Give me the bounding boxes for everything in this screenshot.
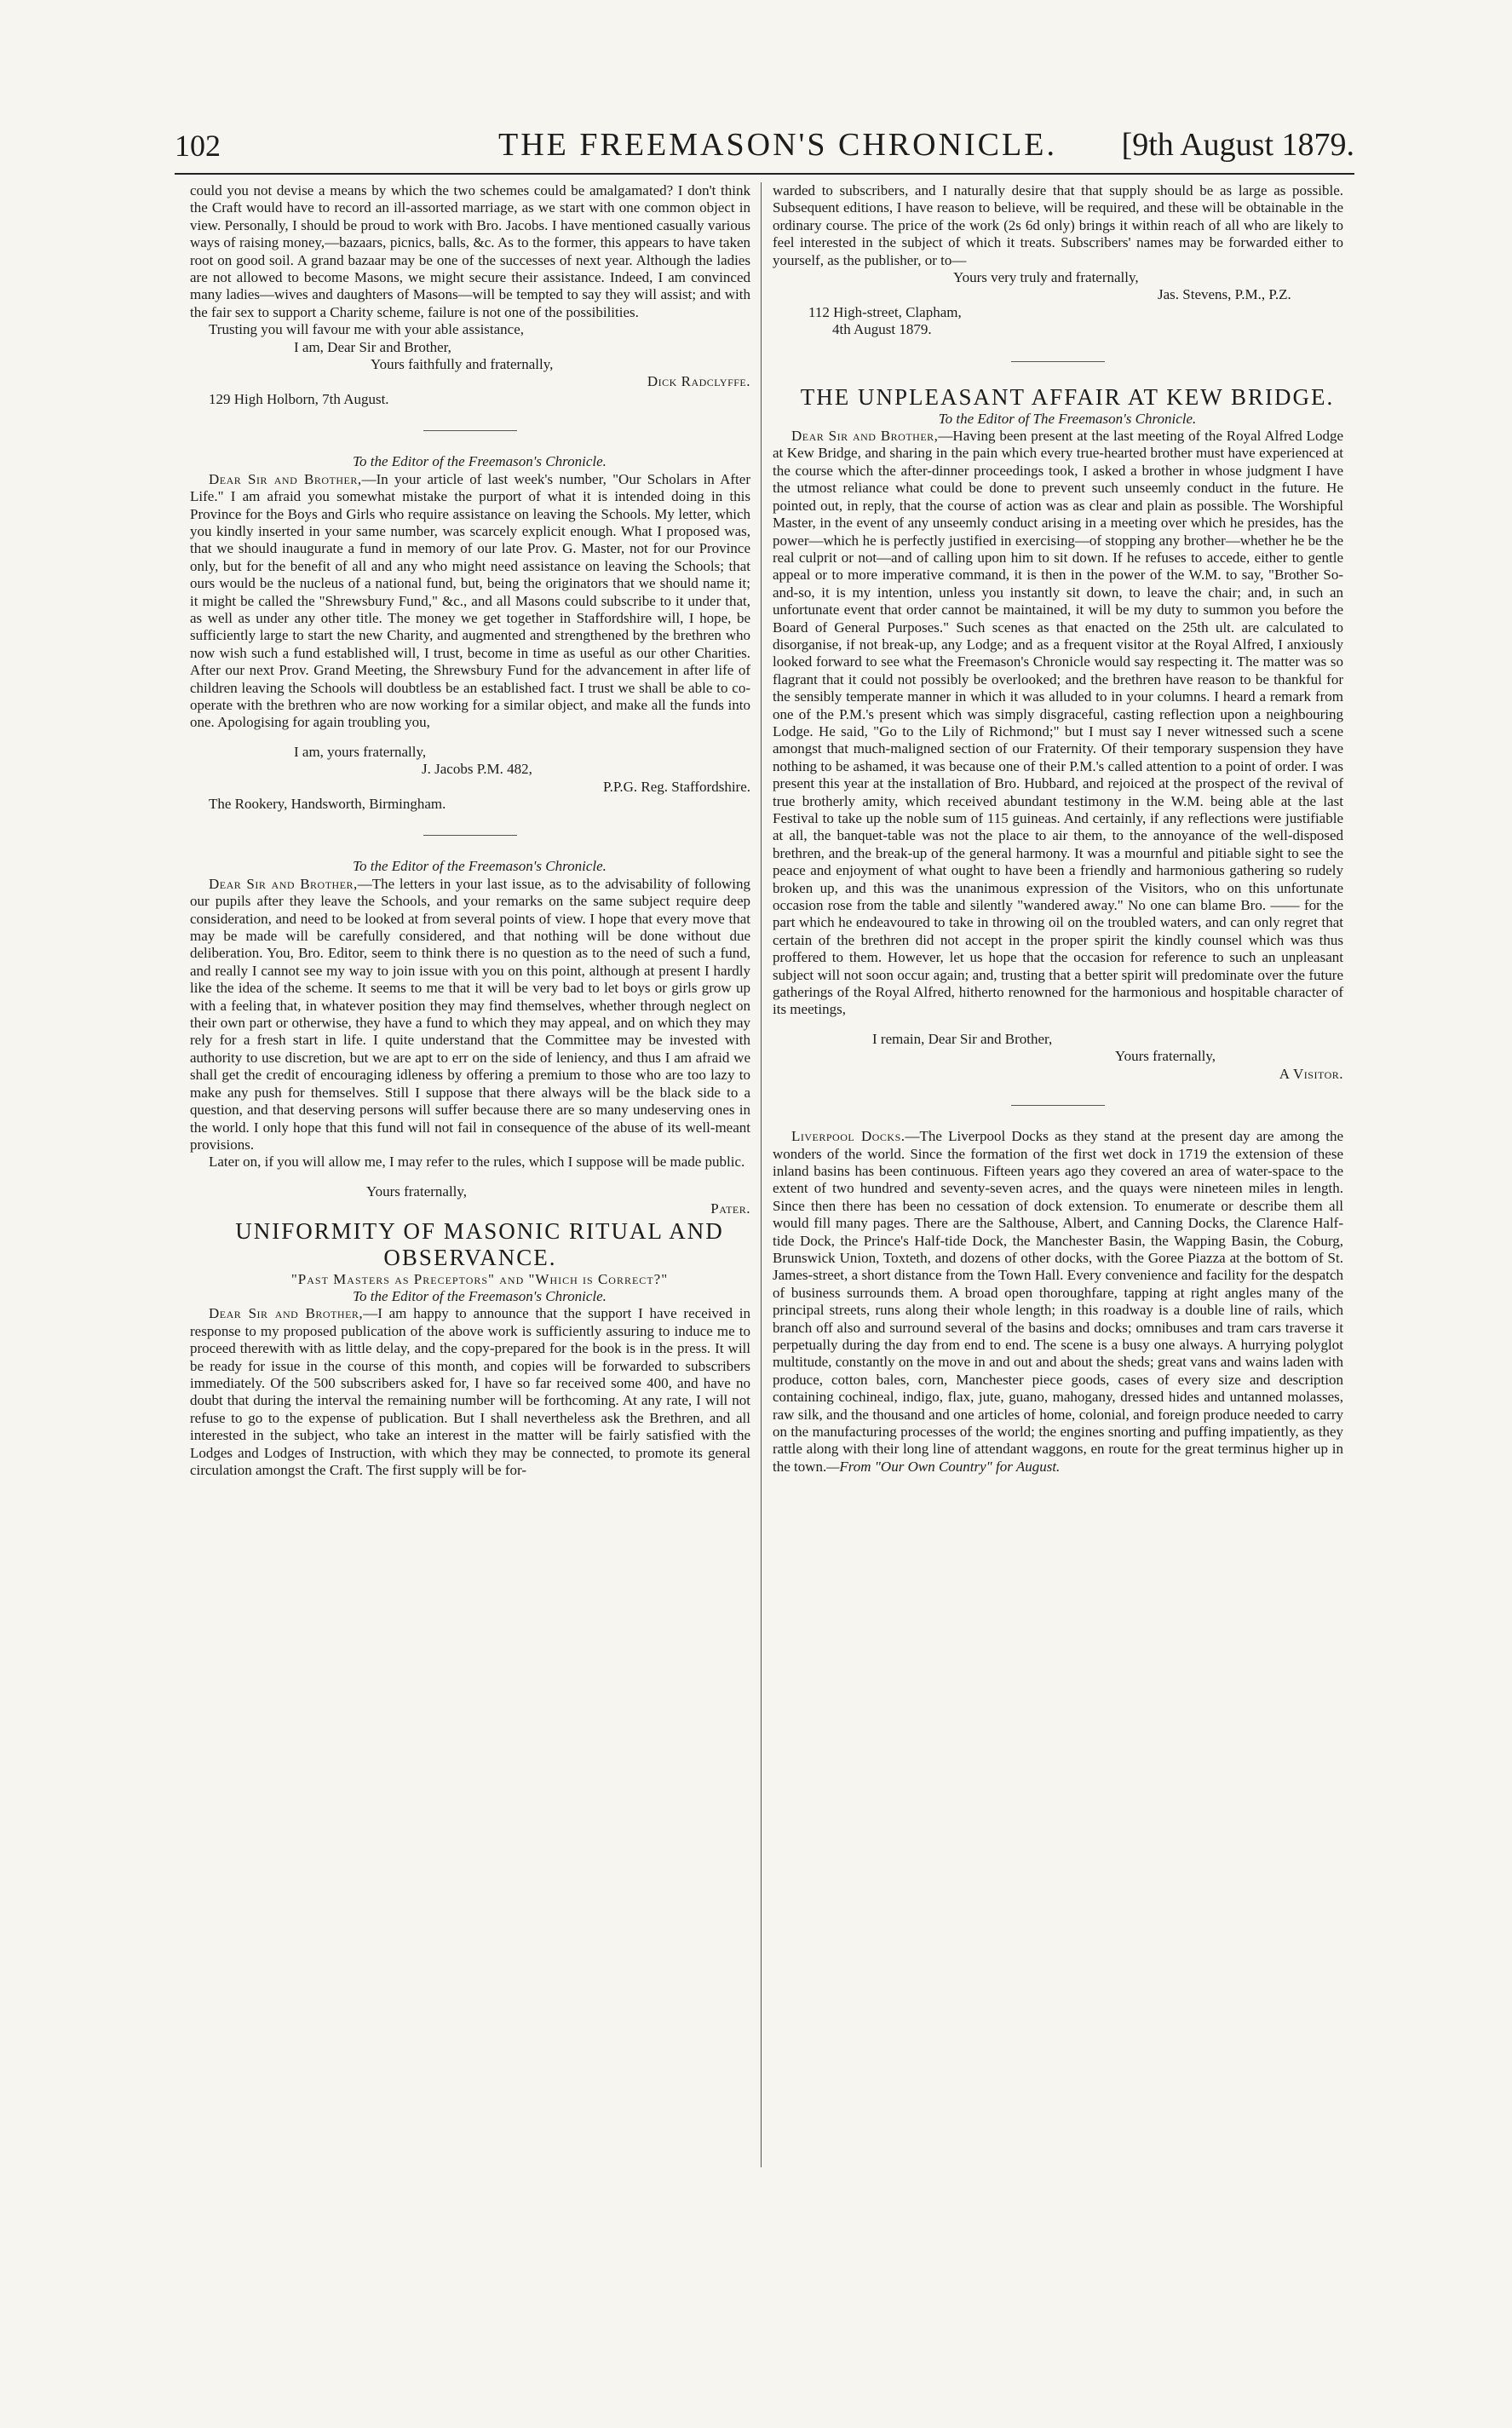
pater-letter-body — [190, 876, 750, 1154]
docks-source: —From "Our Own Country" for August. — [826, 1458, 1061, 1475]
kew-valediction: Yours fraternally, — [1115, 1048, 1216, 1065]
page-header — [175, 126, 1354, 167]
pater-body-text: —The letters in your last issue, as to the advisability of following our pupils after they leave the Schools, and your remarks on the same subject require deep consideration, and need to be looked at from several points of view. I hope that every move that may be made will be carefully considered, and that nothing will be done without due deliberation. You, Bro. Editor, seem to think there is no question as to the need of such a fund, and really I cannot see my way to join issue with you on this point, although at present I hardly like the idea of the scheme. It seems to me that it will be very bad to let boys or girls grow up with a feeling that, in whatever position they may find themselves, whether through neglect on their own part or otherwise, they have a fund to which they may appeal, and on which they may rely for a fresh start in life. I quite understand that the Committee may be invested with authority to use discretion, but we are apt to err on the side of leniency, and thus I am afraid we shall get the credit of encouraging idleness by offering a premium to those who are too lazy to make any push for themselves. Still I suppose that there always will be the black side to a question, and that deserving persons will suffer because there are so many undeserving ones in the world. I only hope that this fund will not fail in consequence of the abuse of its well-meant provisions. — [190, 875, 750, 1153]
stevens-address-1: 112 High-street, Clapham, — [808, 303, 962, 320]
ritual-body-text: —I am happy to announce that the support I have received in response to my proposed publication of the above work is sufficiently assuring to induce me to proceed therewith with as little delay, and the copy-prepared for the book is in the press. It will be ready for issue in the course of this month, and copies will be forwarded to subscribers immediately. Of the 500 subscribers asked for, I have so far received some 400, and have no doubt that during the interval the remaining number will be forthcoming. At any rate, I will not refuse to go to the expense of publication. But I shall nevertheless ask the Brethren, and all interested in the subject, who take an interest in the matter will be fairly satisfied with the Lodges and Lodges of Instruction, with which they may be connected, to promote its general circulation amongst the Craft. The first supply will be for- — [190, 1305, 750, 1478]
jacobs-signature: J. Jacobs P.M. 482, — [422, 761, 532, 778]
jacobs-editor-heading: To the Editor of the Freemason's Chronicle. — [353, 453, 607, 470]
radclyffe-address: 129 High Holborn, 7th August. — [209, 390, 389, 407]
ritual-opening: Dear Sir and Brother, — [209, 1305, 364, 1322]
stevens-address-2: 4th August 1879. — [832, 321, 932, 338]
jacobs-address: The Rookery, Handsworth, Birmingham. — [209, 796, 446, 812]
ritual-editor-heading: To the Editor of the Freemason's Chronicle. — [353, 1287, 607, 1304]
kew-body-text: —Having been present at the last meeting of the Royal Alfred Lodge at Kew Bridge, and sharing in the pain which every true-hearted brother must have experienced at the course which the after-dinner proceedings took, I asked a brother in whose judgment I have the utmost reliance what could be done to prevent such unseemly conduct in the future. He pointed out, in reply, that the course of action was as clear and plain as possible. The Worshipful Master, in the event of any unseemly conduct arising in a meeting over which he presides, has the power—which he is perfectly justified in exercising—of stopping any brother—whether he be the real culprit or not—and of calling upon him to sit down. If he refuses to accede, either to gentle appeal or to more imperative command, it is then in the power of the W.M. to say, "Brother So-and-so, it is my intention, unless you instantly sit down, to leave the chair; and, in such an unfortunate event that order cannot be maintained, it will be my duty to summon you before the Board of General Purposes." Such scenes as that enacted on the 25th ult. are calculated to disorganise, if not break-up, any Lodge; and as a frequent visitor at the Royal Alfred, I anxiously looked forward to see what the Freemason's Chronicle would say respecting it. The matter was so flagrant that it could not possibly be overlooked; and the brethren have reason to be thankful for the sensibly temperate manner in which it was alluded to in your columns. I heard a remark from one of the P.M.'s present which was simply disgraceful, casting reflection upon a neighbouring Lodge. He said, "Go to the Lily of Richmond;" but I must say I never witnessed such a scene amongst that much-maligned section of our Fraternity. Of their temporary suspension they have nothing to be ashamed, it was because one of their P.M.'s called attention to a point of order. I was present this year at the installation of Bro. Hubbard, and rejoiced at the prospect of the revival of true brotherly amity, which received abundant testimony in the W.M. being able at the last Festival to take up the noble sum of 115 guineas. And certainly, if any reflections were justifiable at all, the banquet-table was not the place to air them, to the annoyance of the well-disposed brethren, and the break-up of the general harmony. It was a mournful and pitiable sight to see the peace and enjoyment of what ought to have been a friendly and harmonious gathering so rudely broken up, and this was the unanimous expression of the Visitors, who on this unfortunate occasion rose from the table and silently "wandered away." No one can blame Bro. —— for the part which he endeavoured to take in throwing oil on the troubled waters, and can only regret that certain of the brethren did not accept in the proper spirit the kindly counsel which was thus proffered to them. However, let us hope that the occasion for reference to such an unpleasant subject will not soon occur again; and, trusting that a better spirit will predominate over the future gatherings of the Royal Alfred, hitherto renowned for the harmonious and hospitable character of its meetings, — [773, 428, 1343, 1018]
newspaper-title: THE FREEMASON'S CHRONICLE. — [498, 127, 1057, 163]
docks-article-body — [773, 1128, 1343, 1476]
ritual-letter-body — [190, 1305, 750, 1479]
ritual-article-title: UNIFORMITY OF MASONIC RITUAL AND OBSERVANCE. — [235, 1217, 724, 1270]
radclyffe-valediction: Yours faithfully and fraternally, — [371, 356, 554, 373]
radclyffe-closing-line: Trusting you will favour me with your able assistance, — [209, 321, 525, 338]
stevens-signature: Jas. Stevens, P.M., P.Z. — [1158, 286, 1291, 303]
kew-salutation: I remain, Dear Sir and Brother, — [872, 1030, 1053, 1047]
pater-signature: Pater. — [710, 1200, 750, 1217]
kew-article-title: THE UNPLEASANT AFFAIR AT KEW BRIDGE. — [800, 383, 1335, 410]
section-separator — [1011, 361, 1105, 362]
column-divider — [761, 182, 762, 2167]
issue-date: [9th August 1879. — [1121, 127, 1354, 163]
header-rule — [175, 173, 1354, 175]
kew-opening: Dear Sir and Brother, — [791, 428, 939, 445]
stevens-valediction: Yours very truly and fraternally, — [953, 269, 1139, 286]
section-separator — [423, 835, 517, 836]
docks-body-text: —The Liverpool Docks as they stand at the present day are among the wonders of the world. Since the formation of the first wet dock in 1719 the extension of these inland basins has been continuous. Fifteen years ago they covered an area of water-space to the extent of two hundred and seventy-seven acres, and the quays were nineteen miles in length. Since then there has been no cessation of dock extension. To enumerate or describe them all would fill many pages. There are the Salthouse, Albert, and Canning Docks, the Clarence Half-tide Dock, the Prince's Half-tide Dock, the Manchester Basin, the Wapping Basin, the Coburg, Brunswick Union, Toxteth, and dozens of other docks, with the Goree Piazza at the bottom of St. James-street, a short distance from the Town Hall. Every convenience and facility for the despatch of business surrounds them. A broad open thoroughfare, tapping at right angles many of the principal streets, runs along their whole length; in this roadway is a double line of rails, which branch off also and surround several of the basins and docks; omnibuses and tram cars traverse it perpetually during the day from end to end. The scene is a busy one always. A hurrying polyglot multitude, constantly on the move in and out and about the sheds; great vans and wains laden with produce, cotton bales, corn, Manchester piece goods, cases of every size and description containing cochineal, indigo, flax, jute, guano, mahogany, dressed hides and untanned molasses, raw silk, and the thousand and one articles of home, colonial, and foreign produce needed to carry on the manufacturing processes of the world; the engines snorting and puffing impatiently, as they rattle along with their long line of attendant waggons, en route for the great terminus higher up in the town. — [773, 1128, 1343, 1475]
docks-lead: Liverpool Docks. — [791, 1128, 905, 1145]
pater-valediction: Yours fraternally, — [366, 1182, 468, 1200]
kew-letter-body — [773, 428, 1343, 1019]
section-separator — [423, 430, 517, 431]
ritual-subtitle: "Past Masters as Preceptors" and "Which is Correct?" — [290, 1270, 669, 1287]
page-number: 102 — [175, 129, 221, 163]
kew-signature: A Visitor. — [1279, 1065, 1343, 1082]
radclyffe-salutation: I am, Dear Sir and Brother, — [294, 338, 451, 355]
jacobs-body-text: —In your article of last week's number, "Our Scholars in After Life." I am afraid you somewhat mistake the purport of what it is intended doing in this Province for the Boys and Girls who require assistance on leaving the Schools. My letter, which you kindly inserted in your same number, was scarcely explicit enough. What I proposed was, that we should inaugurate a fund in memory of our late Prov. G. Master, not for our Province only, but for the benefit of all and any who might need assistance on leaving the Schools; that ours would be the nucleus of a national fund, but, being the originators that we should name it; it might be called the "Shrewsbury Fund," &c., and all Masons could subscribe to it under that, as well as under any other title. The money we get together in Staffordshire will, I hope, be sufficiently large to start the new Charity, and augmented and strengthened by the brethren who now wish such a fund established will, I trust, become in time as useful as our other Charities. After our next Prov. Grand Meeting, the Shrewsbury Fund for the advancement in after life of children leaving the Schools will doubtless be an established fact. I trust we shall be able to co-operate with the brethren who are now working for a similar object, and make all the funds into one. Apologising for again troubling you, — [190, 470, 750, 731]
left-column — [190, 182, 750, 1479]
section-separator — [1011, 1105, 1105, 1106]
pater-opening: Dear Sir and Brother, — [209, 875, 358, 892]
right-column — [773, 182, 1343, 1476]
jacobs-opening: Dear Sir and Brother, — [209, 470, 362, 487]
pater-letter-body-2: Later on, if you will allow me, I may refer to the rules, which I suppose will be made public. — [209, 1154, 745, 1171]
pater-editor-heading: To the Editor of the Freemason's Chronicle. — [353, 858, 607, 875]
jacobs-salutation: I am, yours fraternally, — [294, 743, 427, 760]
radclyffe-letter-body: could you not devise a means by which the two schemes could be amalgamated? I don't think the Craft would have to record an ill-assorted marriage, as we start with one common object in view. Personally, I should be proud to work with Bro. Jacobs. I have mentioned casually various ways of raising money,—bazaars, picnics, balls, &c. As to the former, this appears to have taken root on good soil. A grand bazaar may be one of the successes of next year. Although the ladies are not allowed to become Masons, we might secure their assistance. Indeed, I am convinced many ladies—wives and daughters of Masons—will be tempted to say they will assist; and with the fair sex to support a Charity scheme, failure is not one of the possibilities. — [190, 182, 750, 320]
kew-editor-heading: To the Editor of The Freemason's Chronicle. — [938, 410, 1197, 427]
stevens-letter-body: warded to subscribers, and I naturally desire that that supply should be as large as possible. Subsequent editions, I have reason to believe, will be required, and these will be obtainable in the ordinary course. The price of the work (2s 6d only) brings it within reach of all who are likely to feel interested in the subject of which it treats. Subscribers' names may be forwarded either to yourself, as the publisher, or to— — [773, 182, 1343, 268]
radclyffe-signature: Dick Radclyffe. — [647, 373, 750, 390]
jacobs-letter-body — [190, 471, 750, 732]
jacobs-title: P.P.G. Reg. Staffordshire. — [603, 778, 750, 795]
